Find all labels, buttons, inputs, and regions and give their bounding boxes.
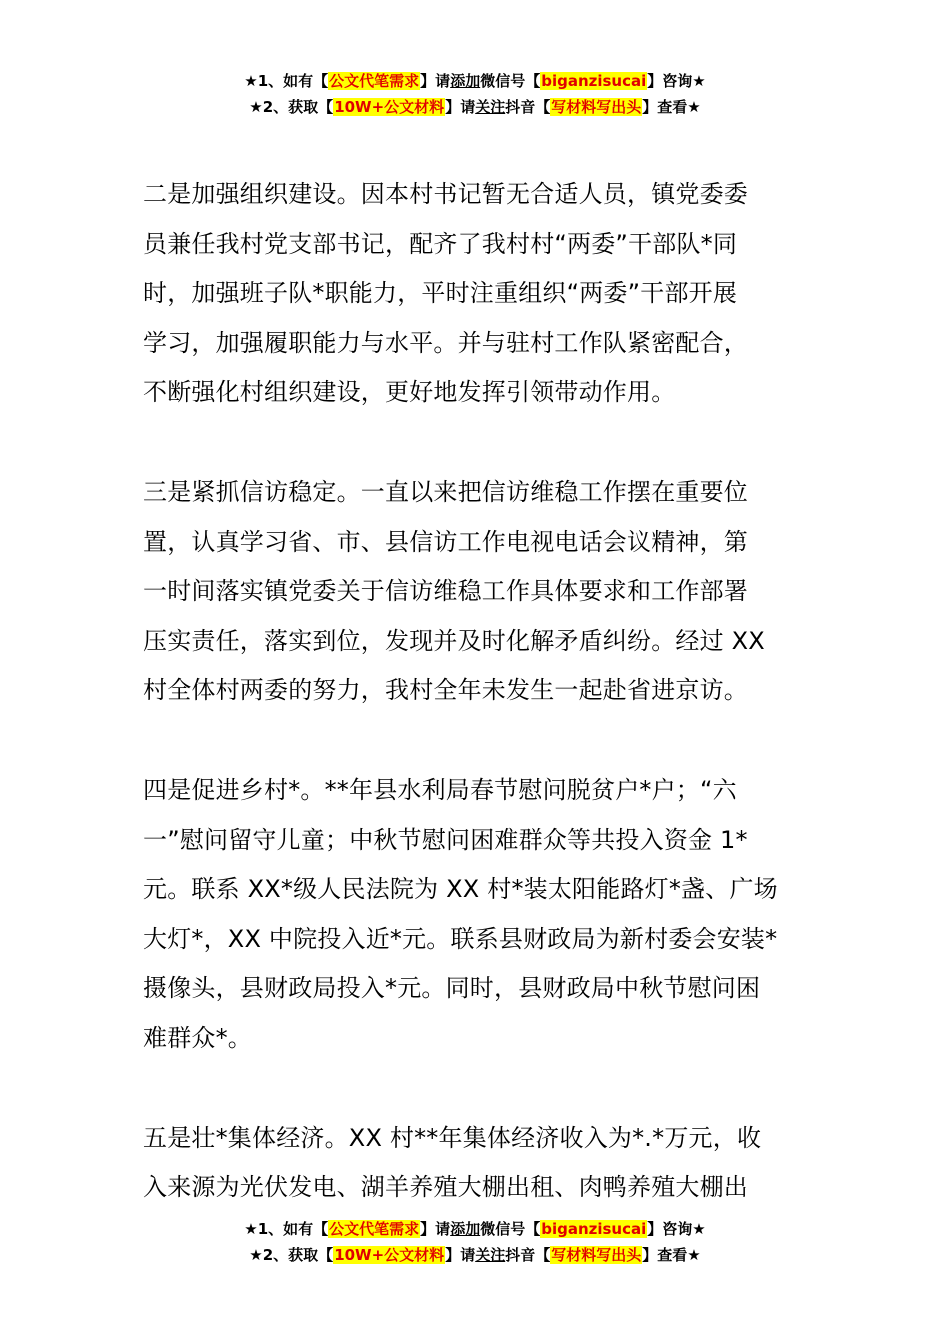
paragraph-rural bbox=[143, 766, 811, 1064]
text-line: 时，加强班子队*职能力，平时注重组织“两委”干部开展 bbox=[143, 279, 738, 308]
banner-text: 】查看★ bbox=[642, 1246, 701, 1264]
banner-highlight: biganzisucai bbox=[541, 72, 647, 90]
banner-highlight: 10W+公文材料 bbox=[334, 98, 445, 116]
banner-text: 】请 bbox=[420, 1220, 451, 1238]
banner-underline-text: 关注 bbox=[475, 98, 506, 116]
document-body bbox=[143, 170, 811, 1263]
banner-underline-text: 添加 bbox=[450, 1220, 481, 1238]
text-line: 一时间落实镇党委关于信访维稳工作具体要求和工作部署 bbox=[143, 577, 748, 606]
paragraph-economy bbox=[143, 1114, 811, 1213]
banner-text: 】请 bbox=[445, 1246, 476, 1264]
text-line: 摄像头，县财政局投入*元。同时，县财政局中秋节慰问困 bbox=[143, 974, 761, 1003]
paragraph-organization bbox=[143, 170, 811, 418]
text-line: 大灯*，XX 中院投入近*元。联系县财政局为新村委会安装* bbox=[143, 924, 778, 953]
text-line: 置，认真学习省、市、县信访工作电视电话会议精神，第 bbox=[143, 527, 748, 556]
banner-line-2 bbox=[0, 94, 950, 120]
banner-text: 微信号【 bbox=[480, 1220, 541, 1238]
text-line: 四是促进乡村*。**年县水利局春节慰问脱贫户*户；“六 bbox=[143, 775, 737, 804]
text-line: 学习，加强履职能力与水平。并与驻村工作队紧密配合， bbox=[143, 328, 748, 357]
text-line: 一”慰问留守儿童；中秋节慰问困难群众等共投入资金 1* bbox=[143, 825, 748, 854]
banner-highlight: biganzisucai bbox=[541, 1220, 647, 1238]
footer-banner bbox=[0, 1216, 950, 1268]
text-line: 入来源为光伏发电、湖羊养殖大棚出租、肉鸭养殖大棚出 bbox=[143, 1173, 748, 1202]
banner-text: 微信号【 bbox=[480, 72, 541, 90]
banner-highlight: 写材料写出头 bbox=[551, 1246, 642, 1264]
text-line: 压实责任，落实到位，发现并及时化解矛盾纠纷。经过 XX bbox=[143, 626, 765, 655]
banner-text: ★1、如有【 bbox=[244, 72, 329, 90]
banner-underline-text: 添加 bbox=[450, 72, 481, 90]
paragraph-petition bbox=[143, 468, 811, 716]
banner-text: 】查看★ bbox=[642, 98, 701, 116]
banner-text: 】请 bbox=[445, 98, 476, 116]
banner-highlight: 公文代笔需求 bbox=[329, 1220, 420, 1238]
text-line: 三是紧抓信访稳定。一直以来把信访维稳工作摆在重要位 bbox=[143, 477, 748, 506]
text-line: 不断强化村组织建设，更好地发挥引领带动作用。 bbox=[143, 378, 676, 407]
banner-text: 抖音【 bbox=[505, 98, 551, 116]
text-line: 难群众*。 bbox=[143, 1023, 252, 1052]
text-line: 五是壮*集体经济。XX 村**年集体经济收入为*.*万元，收 bbox=[143, 1123, 762, 1152]
banner-text: ★2、获取【 bbox=[249, 98, 334, 116]
header-banner bbox=[0, 68, 950, 120]
banner-text: ★1、如有【 bbox=[244, 1220, 329, 1238]
banner-line-1 bbox=[0, 1216, 950, 1242]
banner-line-1 bbox=[0, 68, 950, 94]
text-line: 村全体村两委的努力，我村全年未发生一起赴省进京访。 bbox=[143, 676, 748, 705]
text-line: 员兼任我村党支部书记，配齐了我村村“两委”干部队*同 bbox=[143, 229, 738, 258]
banner-text: 抖音【 bbox=[505, 1246, 551, 1264]
banner-text: 】请 bbox=[420, 72, 451, 90]
banner-text: 】咨询★ bbox=[647, 1220, 706, 1238]
banner-text: 】咨询★ bbox=[647, 72, 706, 90]
banner-text: ★2、获取【 bbox=[249, 1246, 334, 1264]
text-line: 元。联系 XX*级人民法院为 XX 村*装太阳能路灯*盏、广场 bbox=[143, 875, 778, 904]
banner-highlight: 10W+公文材料 bbox=[334, 1246, 445, 1264]
banner-line-2 bbox=[0, 1242, 950, 1268]
text-line: 二是加强组织建设。因本村书记暂无合适人员，镇党委委 bbox=[143, 180, 748, 208]
banner-highlight: 公文代笔需求 bbox=[329, 72, 420, 90]
banner-underline-text: 关注 bbox=[475, 1246, 506, 1264]
banner-highlight: 写材料写出头 bbox=[551, 98, 642, 116]
